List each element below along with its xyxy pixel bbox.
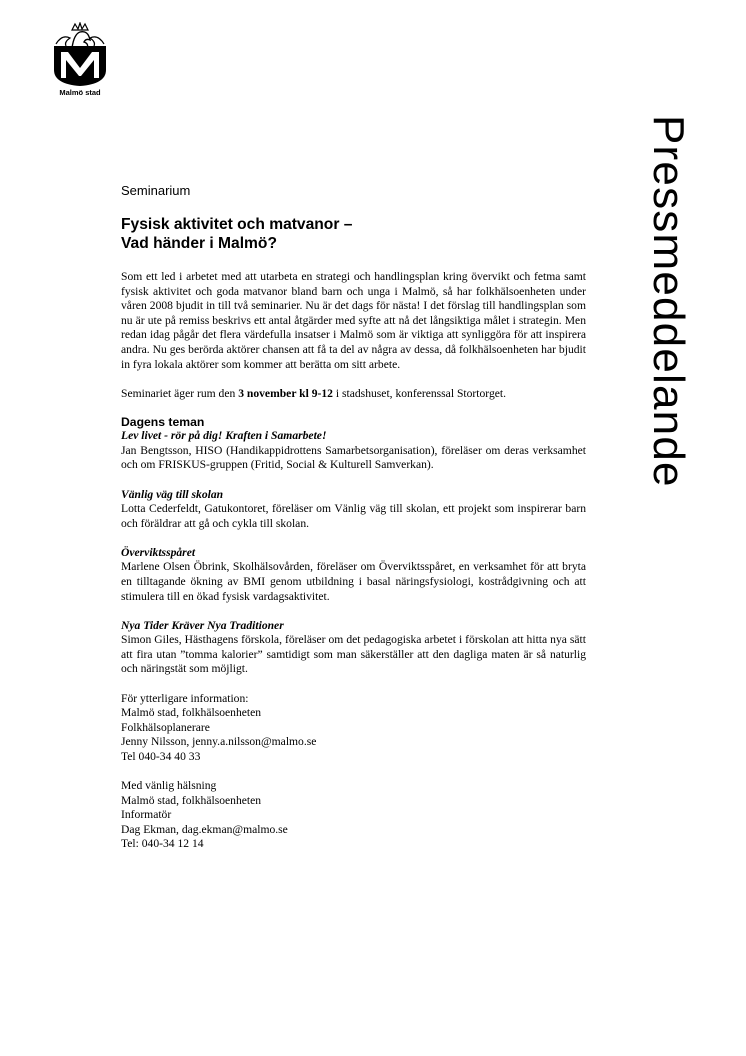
contact-heading: För ytterligare information: <box>121 691 249 705</box>
venue-time: 3 november kl 9-12 <box>238 386 333 400</box>
themes-heading: Dagens teman <box>121 415 205 430</box>
venue-suffix: i stadshuset, konferenssal Stortorget. <box>332 386 507 400</box>
logo-caption: Malmö stad <box>59 88 101 97</box>
contact-org: Malmö stad, folkhälsoenheten <box>121 706 262 720</box>
theme-item <box>121 619 586 677</box>
theme-text: Lotta Cederfeldt, Gatukontoret, föreläser om Vänlig väg till skolan, ett projekt som inspirerar barn och föräldrar att gå och cykla till skolan. <box>121 502 586 530</box>
venue-paragraph <box>121 387 586 402</box>
signoff-person: Dag Ekman, dag.ekman@malmo.se <box>121 822 288 836</box>
kicker-label: Seminarium <box>121 183 191 198</box>
theme-text: Jan Bengtsson, HISO (Handikappidrottens Samarbetsorganisation), föreläser om deras verksamhet och om FRISKUS-gruppen (Fritid, Social & Kulturell Samverkan). <box>121 443 586 472</box>
signoff-phone: Tel: 040-34 12 14 <box>121 837 204 851</box>
headline <box>121 215 586 253</box>
venue-prefix: Seminariet äger rum den <box>121 386 239 400</box>
theme-title: Nya Tider Kräver Nya Traditioner <box>121 618 284 632</box>
theme-text: Simon Giles, Hästhagens förskola, föreläser om det pedagogiska arbetet i förskolan att hitta nya sätt att fira utan ”tomma kalorier” samtidigt som man säkerställer att den dagliga maten är så naturlig och näringstät som möjligt. <box>121 633 586 676</box>
contact-role: Folkhälsoplanerare <box>121 720 210 734</box>
signoff-role: Informatör <box>121 808 172 822</box>
crest-icon <box>50 22 110 88</box>
article-body <box>121 183 586 852</box>
intro-paragraph: Som ett led i arbetet med att utarbeta en strategi och handlingsplan kring övervikt och fetma samt fysisk aktivitet och goda matvanor bland barn och unga i Malmö, så har folkhälsoenheten under våren 2008 bjudit in till två seminarier. Nu är det dags för nästa! I det förslag till handlingsplan som nu är ute på remiss beskrivs ett antal åtgärder med syfte att nå det långsiktiga målet i strategin. Men redan idag pågår det flera värdefulla insatser i Malmö som är viktiga att synliggöra för att inspirera andra. Nu ges berörda aktörer chansen att få ta del av några av dessa, då folkhälsoenheten har bjudit in fyra lokala aktörer som kommer att berätta om sitt arbete. <box>121 270 586 371</box>
theme-item <box>121 429 586 473</box>
headline-line-2: Vad händer i Malmö? <box>121 235 277 252</box>
contact-person: Jenny Nilsson, jenny.a.nilsson@malmo.se <box>121 735 317 749</box>
contact-block <box>121 692 586 765</box>
press-release-vertical-title: Pressmeddelande <box>644 115 693 488</box>
signoff-block <box>121 779 586 852</box>
theme-title: Vänlig väg till skolan <box>121 487 224 501</box>
malmo-stad-crest-logo <box>50 22 110 98</box>
theme-text: Marlene Olsen Öbrink, Skolhälsovården, föreläser om Överviktsspåret, en verksamhet för att bryta en tilltagande ökning av BMI genom utbildning i basal näringsfysiologi, kostrådgivning och att stimulera till en ökad fysisk vardagsaktivitet. <box>121 560 586 603</box>
theme-title: Lev livet - rör på dig! Kraften i Samarbete! <box>121 429 327 443</box>
theme-item <box>121 546 586 604</box>
theme-title: Överviktsspåret <box>121 545 196 559</box>
headline-line-1: Fysisk aktivitet och matvanor – <box>121 216 353 233</box>
contact-phone: Tel 040-34 40 33 <box>121 749 201 763</box>
theme-item <box>121 488 586 532</box>
signoff-org: Malmö stad, folkhälsoenheten <box>121 793 262 807</box>
signoff-greeting: Med vänlig hälsning <box>121 779 217 793</box>
